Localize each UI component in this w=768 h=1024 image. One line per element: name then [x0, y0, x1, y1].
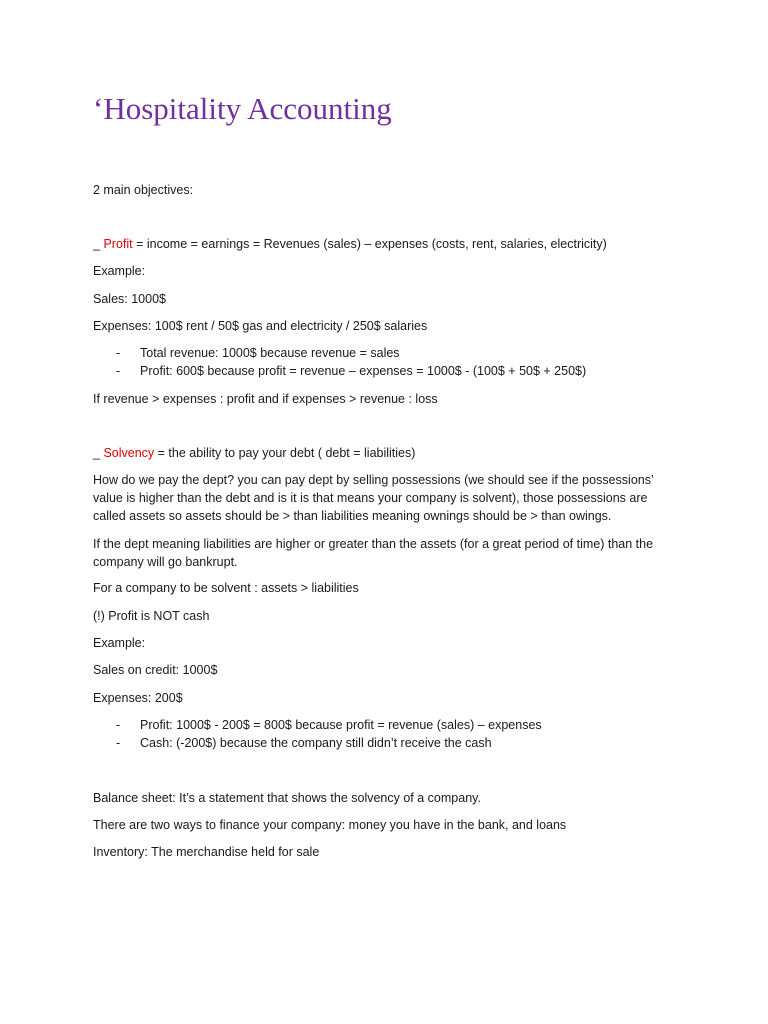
objectives-intro: 2 main objectives:: [93, 183, 194, 197]
solvency-paragraph-1: How do we pay the dept? you can pay dept by selling possessions (we should see if the possessions’ value is higher than the debt and is it is that means your company is solvent), those possessions are called assets so assets should be > than liabilities meaning ownings should be > than owings.: [93, 473, 654, 523]
solvency-definition: [93, 444, 415, 462]
solvency-paragraph-2: If the dept meaning liabilities are higher or greater than the assets (for a great period of time) than the company will go bankrupt.: [93, 537, 654, 569]
solvency-prefix: _: [93, 446, 104, 460]
profit-prefix: _: [93, 237, 104, 251]
solvency-bullet-cash: Cash: (-200$) because the company still didn’t receive the cash: [140, 736, 492, 750]
profit-bullet-total-revenue: Total revenue: 1000$ because revenue = sales: [140, 346, 400, 360]
solvency-sales-credit: Sales on credit: 1000$: [93, 663, 218, 677]
solvency-example-label: Example:: [93, 636, 146, 650]
solvency-definition-text: = the ability to pay your debt ( debt = liabilities): [154, 446, 416, 460]
balance-sheet-note: Balance sheet: It’s a statement that shows the solvency of a company.: [93, 791, 481, 805]
bullet-marker: -: [116, 736, 121, 750]
profit-definition-text: = income = earnings = Revenues (sales) – expenses (costs, rent, salaries, electricity): [132, 237, 607, 251]
bullet-marker: -: [116, 346, 121, 360]
profit-conclusion: If revenue > expenses : profit and if expenses > revenue : loss: [93, 392, 438, 406]
finance-note: There are two ways to finance your company: money you have in the bank, and loans: [93, 818, 567, 832]
inventory-note: Inventory: The merchandise held for sale: [93, 845, 320, 859]
profit-sales: Sales: 1000$: [93, 292, 166, 306]
bullet-marker: -: [116, 718, 121, 732]
solvency-bullet-profit: Profit: 1000$ - 200$ = 800$ because profit = revenue (sales) – expenses: [140, 718, 542, 732]
profit-expenses: Expenses: 100$ rent / 50$ gas and electricity / 250$ salaries: [93, 319, 428, 333]
solvency-rule: For a company to be solvent : assets > liabilities: [93, 581, 359, 595]
profit-bullet-profit: Profit: 600$ because profit = revenue – expenses = 1000$ - (100$ + 50$ + 250$): [140, 364, 587, 378]
solvency-keyword: Solvency: [103, 446, 155, 460]
profit-definition: [93, 235, 607, 253]
solvency-expenses: Expenses: 200$: [93, 691, 183, 705]
profit-example-label: Example:: [93, 264, 146, 278]
profit-keyword: Profit: [103, 237, 133, 251]
bullet-marker: -: [116, 364, 121, 378]
document-title: ‘Hospitality Accounting: [93, 91, 392, 126]
profit-not-cash-note: (!) Profit is NOT cash: [93, 609, 210, 623]
